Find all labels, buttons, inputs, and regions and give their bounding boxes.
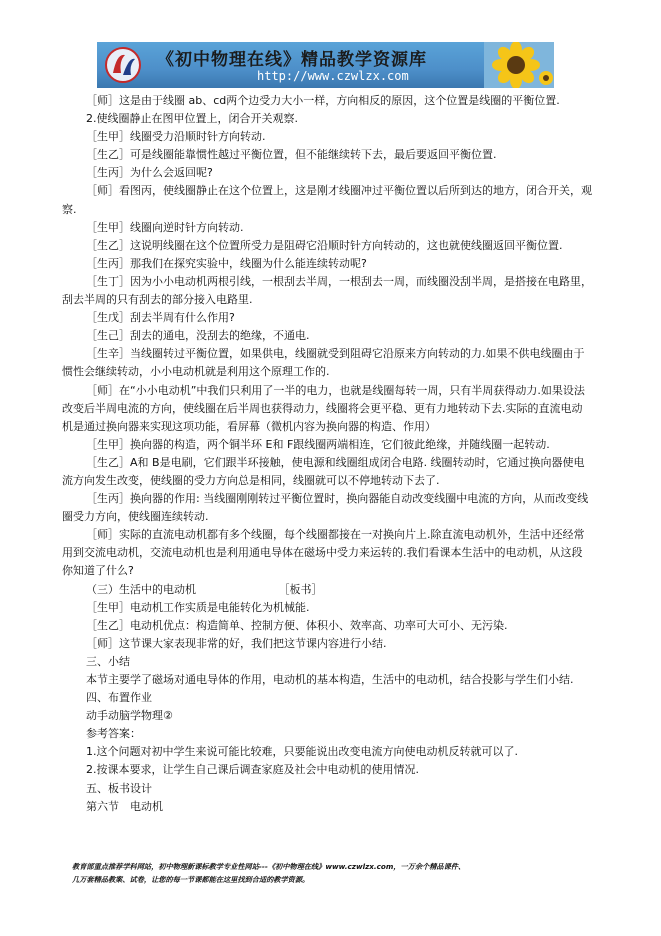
paragraph: 2.使线圈静止在图甲位置上，闭合开关观察. [86, 112, 298, 126]
footer-line: 教育部重点推荐学科网站，初中物理新课标教学专业性网站---《初中物理在线》www.czwlzx.com，一万余个精品课件、 [72, 862, 466, 871]
section-heading-board-design: 五、板书设计 [86, 781, 152, 795]
paragraph: ［生乙］可是线圈能靠惯性越过平衡位置，但不能继续转下去，最后要返回平衡位置. [86, 148, 497, 162]
logo-icon [103, 45, 143, 85]
answer-item: 2.按课本要求，让学生自己课后调查家庭及社会中电动机的使用情况. [86, 763, 419, 777]
answer-heading: 参考答案： [86, 727, 141, 741]
section-board-heading: （三）生活中的电动机 ［板书］ [86, 582, 323, 596]
document-body [62, 92, 592, 816]
paragraph: ［师］实际的直流电动机都有多个线圈，每个线圈都接在一对换向片上.除直流电动机外，生活中还经常用到交流电动机，交流电动机也是利用通电导体在磁场中受力来运转的.我们看课本生活中的电动机，从这段你知道了什么? [62, 528, 585, 578]
paragraph: ［生丁］因为小小电动机两根引线，一根刮去半周，一根刮去一周，而线圈没刮半周，是搭接在电路里，刮去半周的只有刮去的部分接入电路里. [62, 274, 592, 307]
paragraph: ［师］这是由于线圈 ab、cd两个边受力大小一样，方向相反的原因，这个位置是线圈的平衡位置. [86, 94, 560, 107]
page-footer [72, 860, 612, 886]
banner-title: 《初中物理在线》精品教学资源库 [157, 50, 427, 70]
paragraph: ［师］看图丙，使线圈静止在这个位置上，这是刚才线圈冲过平衡位置以后所到达的地方，闭合开关，观察. [62, 184, 592, 216]
paragraph: ［生甲］换向器的构造，两个铜半环 E和 F跟线圈两端相连，它们彼此绝缘，并随线圈一起转动. [86, 437, 550, 451]
paragraph: ［师］这节课大家表现非常的好，我们把这节课内容进行小结. [86, 636, 387, 650]
paragraph: ［生甲］线圈向逆时针方向转动. [86, 220, 244, 234]
paragraph: ［生辛］当线圈转过平衡位置，如果供电，线圈就受到阻碍它沿原来方向转动的力.如果不供电线圈由于惯性会继续转动，小小电动机就是利用这个原理工作的. [62, 347, 585, 379]
paragraph: 本节主要学了磁场对通电导体的作用，电动机的基本构造，生活中的电动机，结合投影与学生们小结. [86, 673, 574, 686]
header-banner [97, 42, 554, 88]
paragraph: ［生乙］这说明线圈在这个位置所受力是阻碍它沿顺时针方向转动的，这也就使线圈返回平衡位置. [86, 238, 563, 252]
paragraph: ［生乙］电动机优点：构造简单、控制方便、体积小、效率高、功率可大可小、无污染. [86, 618, 508, 632]
section-heading-homework: 四、布置作业 [86, 691, 152, 705]
paragraph: ［生甲］线圈受力沿顺时针方向转动. [86, 130, 266, 144]
paragraph: ［生丙］换向器的作用: 当线圈刚刚转过平衡位置时，换向器能自动改变线圈中电流的方向，从而改变线圈受力方向，使线圈连续转动. [62, 492, 589, 524]
paragraph: ［生甲］电动机工作实质是电能转化为机械能. [86, 600, 310, 614]
homework-item: 动手动脑学物理② [86, 709, 173, 723]
paragraph: ［师］在“小小电动机”中我们只利用了一半的电力，也就是线圈每转一周，只有半周获得动力.如果设法改变后半周电流的方向，使线圈在后半周也获得动力，线圈将会更平稳、更有力地转动下去.实际的直流电动机是通过换向器来实现这项功能，看屏幕（微机内容为换向器的构造、作用） [62, 383, 585, 433]
paragraph: ［生戊］刮去半周有什么作用? [86, 311, 235, 325]
banner-url[interactable]: http://www.czwlzx.com [257, 69, 409, 83]
section-heading-summary: 三、小结 [86, 654, 130, 668]
sunflower-icon [484, 42, 554, 88]
board-title: 第六节 电动机 [86, 799, 163, 813]
paragraph: ［生丙］那我们在探究实验中，线圈为什么能连续转动呢? [86, 256, 367, 270]
paragraph: ［生丙］为什么会返回呢? [86, 166, 213, 180]
answer-item: 1.这个问题对初中学生来说可能比较难，只要能说出改变电流方向使电动机反转就可以了. [86, 745, 518, 759]
paragraph: ［生乙］A和 B是电刷，它们跟半环接触，使电源和线圈组成闭合电路. 线圈转动时，它通过换向器使电流方向发生改变，使线圈的受力方向总是相同，线圈就可以不停地转动下去了. [62, 455, 585, 487]
footer-line: 几万套精品教案、试卷，让您的每一节课都能在这里找到合适的教学资源。 [72, 875, 310, 884]
paragraph: ［生己］刮去的通电，没刮去的绝缘，不通电. [86, 329, 310, 343]
